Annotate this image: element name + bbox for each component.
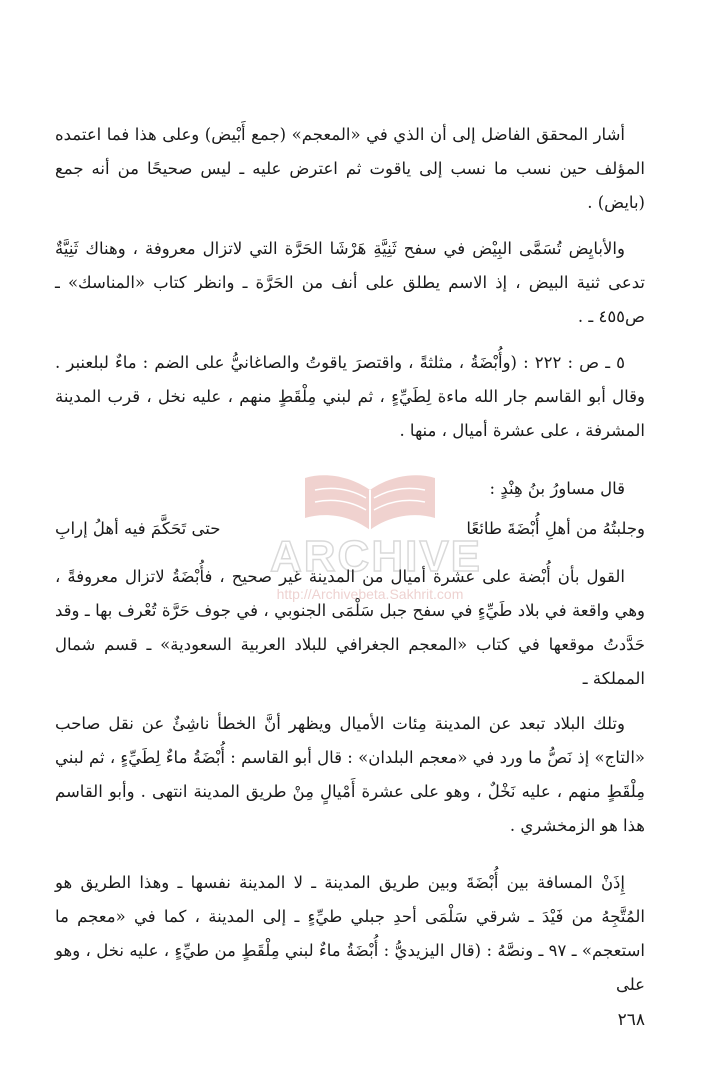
paragraph-3: ٥ ـ ص : ٢٢٢ : (وأُبْضَةُ ، مثلثةً ، واقتصرَ ياقوتُ والصاغانيُّ على الضم : ماءٌ لبلعنبر . وقال أبو القاسم جار الله ماءة لِطَيِّءٍ ، ثم لبني مِلْقَطٍ منهم ، عليه نخل ، قرب المدينة المشرفة ، على عشرة أميال ، منها . — [55, 353, 645, 440]
poem-right-hemistich: وجلبتُهُ من أهلِ أُبْضَةَ طائعًا — [466, 519, 645, 538]
poem-verse — [55, 512, 645, 546]
paragraph-7: إِذَنْ المسافة بين أُبْضَةَ وبين طريق المدينة ـ لا المدينة نفسها ـ وهذا الطريق هو المُتَّجِهُ من فَيْدَ ـ شرقي سَلْمَى أحدِ جبلي طيِّءٍ ـ إلى المدينة ، كما في «معجم ما استعجم» ـ ٩٧ ـ ونصَّهُ : (قال اليزيديُّ : أُبْضَةُ ماءٌ لبني مِلْقَطٍ من طيِّءٍ ، عليه نخل ، وهو على — [55, 873, 645, 994]
page-number: ٢٦٨ — [617, 1010, 645, 1030]
poem-left-hemistich: حتى تَحَكَّمَ فيه أهلُ إرابِ — [55, 519, 221, 538]
watermark-url: http://Archivebeta.Sakhrit.com — [276, 586, 464, 602]
paragraph-6: وتلك البلاد تبعد عن المدينة مِئات الأميال ويظهر أنَّ الخطأ ناشِئٌ عن نقل صاحب «التاج» إذ نَصُّ ما ورد في «معجم البلدان» : قال أبو القاسم : أُبْضَةُ ماءٌ لِطَيِّءٍ ، ثم لبني مِلْقَطٍ منهم ، عليه نَخْلٌ ، وهو على عشرة أَمْيالٍ مِنْ طريق المدينة انتهى . وأبو القاسم هذا هو الزمخشري . — [55, 714, 645, 835]
watermark-word: ARCHIVE — [270, 532, 483, 581]
paragraph-5: القول بأن أُبْضة على عشرة أميال من المدينة غير صحيح ، فأُبْضَةُ لاتزال معروفةً ، وهي واقعة في بلاد طَيِّءٍ في سفح جبل سَلْمَى الجنوبي ، في جوف حَرَّة تُعْرف بها ـ وقد حَدَّدتُ موقعها في كتاب «المعجم الجغرافي للبلاد العربية السعودية» ـ قسم شمال المملكة ـ — [55, 567, 645, 688]
poem-intro: قال مساورُ بنُ هِنْدٍ : — [489, 479, 625, 498]
paragraph-2: والأبايِض تُسَمَّى البِيْض في سفح ثَنِيَّةِ هَرْشَا الحَرَّة التي لاتزال معروفة ، وهناك ثَنِيَّةٌ تدعى ثنية البيض ، إذ الاسم يطلق على أنف من الحَرَّة ـ وانظر كتاب «المناسك» ـ ص٤٥٥ ـ . — [55, 239, 645, 326]
paragraph-1: أشار المحقق الفاضل إلى أن الذي في «المعجم» (جمع أَبْيض) وعلى هذا فما اعتمده المؤلف حين نسب ما نسب إلى ياقوت ثم اعترض عليه ـ ليس صحيحًا من أنه جمع (بايض) . — [55, 125, 645, 212]
